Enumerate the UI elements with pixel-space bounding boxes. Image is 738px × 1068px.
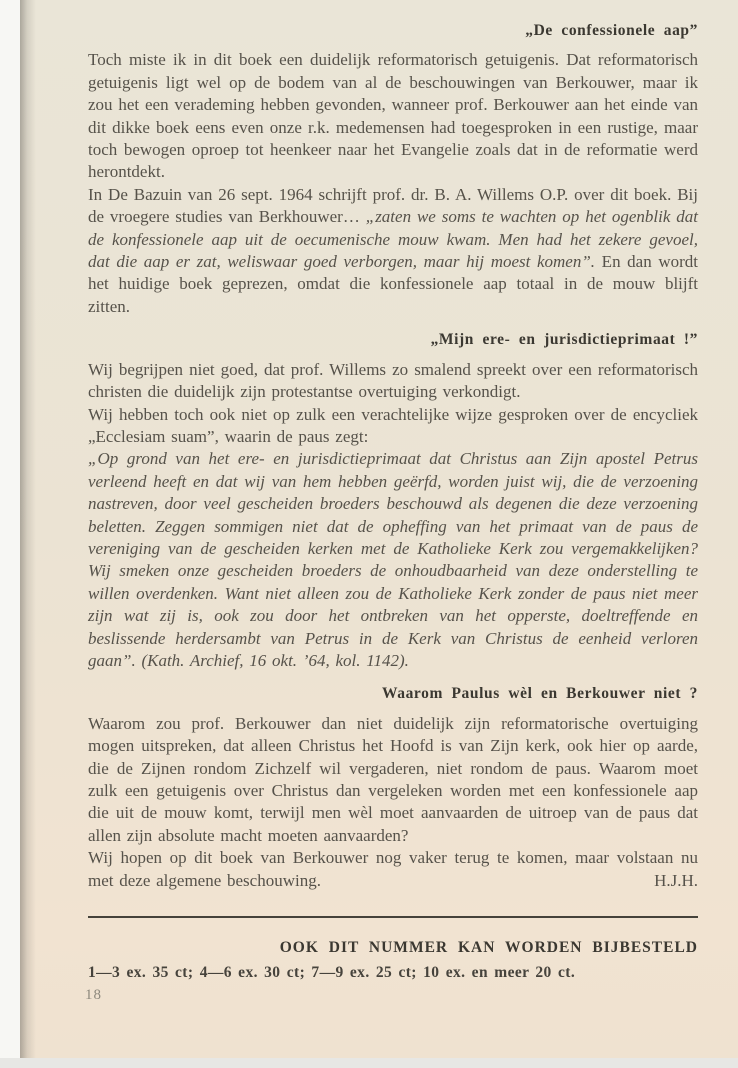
paragraph: Toch miste ik in dit boek een duidelijk reformatorisch getuigenis. Dat reformatorisch getuigenis ligt wel op de bodem van al de beschouwingen van Berkouwer, maar ik zou het een verademing hebben gevonden, wanneer prof. Berkouwer aan het einde van dit dikke boek eens even onze r.k. medemensen had toegesproken in een rustige, maar toch bewogen oproep tot heenkeer naar het Evangelie zoals dat in de reformatie werd herontdekt. <box>88 50 698 182</box>
section-heading-waarom-paulus: Waarom Paulus wèl en Berkouwer niet ? <box>381 685 698 703</box>
paragraph-run: In De Bazuin van 26 sept. 1964 schrijft prof. dr. B. A. Willems O.P. over dit boek. Bij de vroegere studies van Berkhouwer… <box>88 184 698 227</box>
section-heading-jurisdictieprimaat: „Mijn ere- en jurisdictieprimaat !” <box>430 331 698 349</box>
reorder-notice: OOK DIT NUMMER KAN WORDEN BIJBESTELD <box>279 939 698 956</box>
paragraph: Waarom zou prof. Berkouwer dan niet duidelijk zijn reformatorische overtuiging mogen uitspreken, dat alleen Christus het Hoofd is van Zijn kerk, ook hier op aarde, die de Zijnen rondom Zichzelf wil vergaderen, niet rondom de paus. Waarom moet zulk een getuigenis over Christus dan vergeleken worden met een konfessionele aap die uit de mouw komt, terwijl men wèl moet aanvaarden de uitroep van de paus dat allen zijn absolute macht moeten aanvaarden? <box>88 713 698 845</box>
paragraph-run: En dan wordt het huidige boek geprezen, omdat die konfessionele aap totaal in de mouw blijft zitten. <box>88 252 699 316</box>
author-initials: H.J.H. <box>654 870 698 890</box>
page-gutter-shadow <box>20 0 36 1058</box>
horizontal-rule <box>88 916 698 918</box>
page-content <box>88 20 698 892</box>
paragraph: Wij hebben toch ook niet op zulk een verachtelijke wijze gesproken over de encycliek „Ecclesiam suam”, waarin de paus zegt: <box>88 404 698 446</box>
scanned-book-page <box>20 0 738 1058</box>
papal-encyclical-quote: „Op grond van het ere- en jurisdictieprimaat dat Christus aan Zijn apostel Petrus verleend heeft en dat wij van hem hebben geërfd, worden juist wij, die de verzoening nastreven, door veel gescheiden broeders beschouwd als degenen die deze verzoening beletten. Zeggen sommigen niet dat de opheffing van het primaat van de paus de vereniging van de gescheiden kerken met de Katholieke Kerk zou vergemakkelijken? Wij smeken onze gescheiden broeders de onhoudbaarheid van deze onderstelling te willen overdenken. Want niet alleen zou de Katholieke Kerk zonder de paus niet meer zijn wat zij is, ook zou door het ontbreken van het opperste, doeltreffende en beslissende herdersambt van Petrus in de Kerk van Christus de eenheid verloren gaan”. (Kath. Archief, 16 okt. ’64, kol. 1142). <box>88 449 698 670</box>
paragraph <box>88 184 698 318</box>
page-number: 18 <box>85 987 102 1003</box>
paragraph-run: Wij hopen op dit boek van Berkouwer nog vaker terug te komen, maar volstaan nu met deze algemene beschouwing. <box>88 848 698 890</box>
closing-paragraph <box>88 847 698 892</box>
scan-bottom-edge <box>0 1058 738 1068</box>
reorder-prices: 1—3 ex. 35 ct; 4—6 ex. 30 ct; 7—9 ex. 25 ct; 10 ex. en meer 20 ct. <box>88 964 576 981</box>
page-footer <box>85 916 698 1004</box>
paragraph: Wij begrijpen niet goed, dat prof. Willems zo smalend spreekt over een reformatorisch christen die duidelijk zijn protestantse overtuiging verkondigt. <box>88 359 698 402</box>
scan-left-edge <box>0 0 20 1068</box>
quoted-italic-run: „zaten we soms te wachten op het ogenblik dat de konfessionele aap uit de oecumenische mouw kwam. Men had het zekere gevoel, dat die aap er zat, weliswaar goed verborgen, maar hij moest komen”. <box>88 207 698 272</box>
section-heading-confessionele-aap: „De confessionele aap” <box>525 22 698 39</box>
